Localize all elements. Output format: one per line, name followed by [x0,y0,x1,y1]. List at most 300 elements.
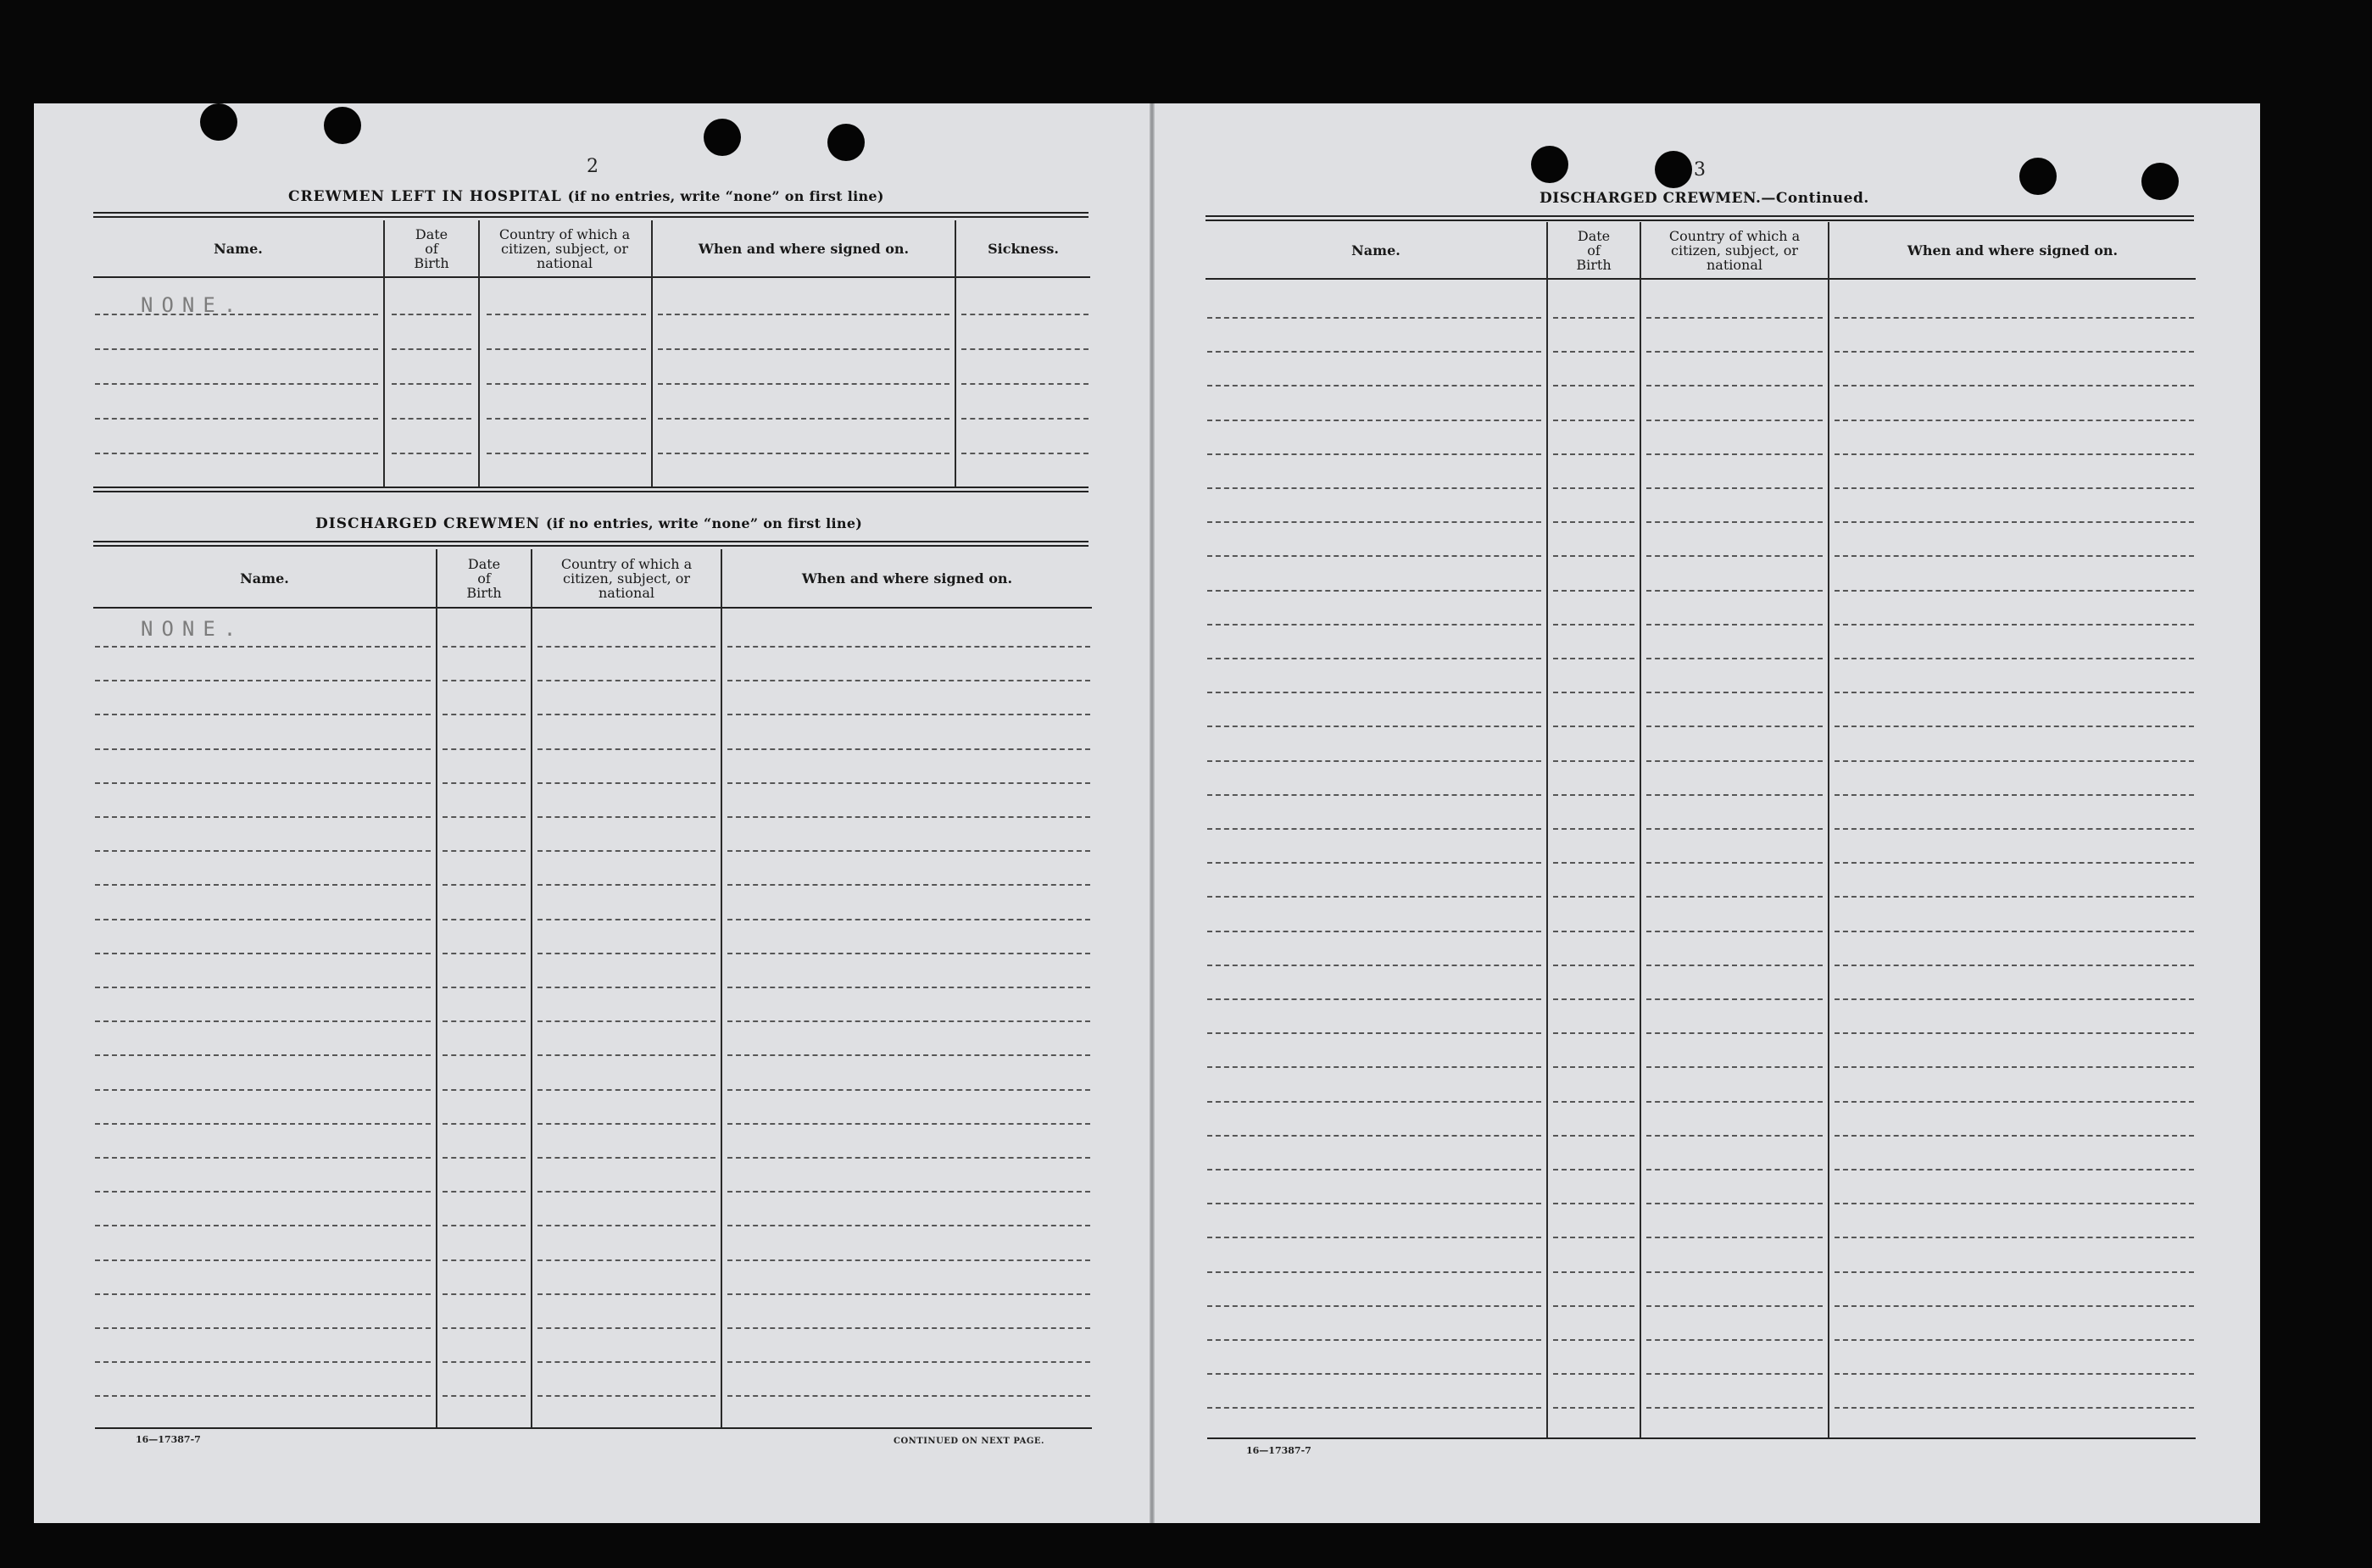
ruled-line [1835,998,2194,1000]
ruled-line [443,1293,526,1295]
ruled-line [1646,1169,1823,1170]
country-line-2: citizen, subject, or [500,240,629,257]
ruled-line [1207,1305,1541,1307]
ruled-line [443,1020,526,1022]
ruled-line [1646,487,1823,489]
ruled-line [392,453,471,454]
ruled-line [1835,760,2194,762]
ruled-line [1553,1101,1634,1103]
column-divider [1546,222,1548,1437]
ruled-line [1835,385,2194,386]
ruled-line [1207,862,1541,864]
col-header-signed-on: When and where signed on. [801,570,1013,587]
ruled-line [1646,453,1823,455]
ruled-line [1646,1032,1823,1034]
ruled-line [1835,828,2194,830]
hospital-section-title [288,188,884,205]
country-line-3: national [1707,256,1762,273]
country-line-1: Country of which a [1668,227,1801,244]
ruled-line [961,453,1089,454]
hospital-title-note: (if no entries, write “none” on first line) [567,188,884,204]
ruled-line [1553,453,1634,455]
ruled-line [658,383,949,385]
ruled-line [443,1191,526,1193]
ruled-line [1553,1373,1634,1375]
continued-note: CONTINUED ON NEXT PAGE. [894,1437,1045,1446]
ruled-line [961,348,1089,350]
country-line-1: Country of which a [498,225,631,242]
ruled-line [1207,1135,1541,1137]
form-number: 16—17387-7 [136,1434,201,1445]
ruled-line [727,1020,1090,1022]
ruled-line [1207,1066,1541,1068]
continued-section-title: DISCHARGED CREWMEN.—Continued. [1540,190,1869,207]
ruled-line [727,646,1090,648]
col-header-date-of-birth [1548,224,1640,276]
ruled-line [392,348,471,350]
ruled-line [1646,555,1823,557]
ruled-line [95,383,378,385]
ruled-line [1553,794,1634,796]
discharged-header-rule [93,607,1092,609]
ruled-line [1835,1203,2194,1204]
ruled-line [1646,1066,1823,1068]
ruled-line [392,383,471,385]
col-header-name: Name. [1351,242,1400,259]
ruled-line [1553,931,1634,932]
ruled-line [1835,896,2194,898]
ruled-line [1646,624,1823,626]
ruled-line [1646,1271,1823,1273]
country-line-2: citizen, subject, or [562,570,691,587]
ruled-line [1553,965,1634,966]
dob-line-2: of [1587,242,1601,259]
ruled-line [95,1327,431,1329]
hospital-header-rule [93,276,1090,278]
ruled-line [537,1327,715,1329]
ruled-line [1207,555,1541,557]
punch-hole [2141,163,2179,200]
ruled-line [727,919,1090,920]
discharged-title-text: DISCHARGED CREWMEN [315,515,541,532]
ruled-line [95,1225,431,1226]
ruled-line [443,1157,526,1159]
punch-hole [2019,158,2057,195]
ruled-line [1646,521,1823,523]
ruled-line [1553,590,1634,592]
ruled-line [727,1191,1090,1193]
ruled-line [1835,658,2194,659]
ruled-line [1553,1169,1634,1170]
ruled-line [537,680,715,681]
ruled-line [658,418,949,420]
ruled-line [95,1089,431,1091]
ruled-line [1835,1169,2194,1170]
col-header-date-of-birth [385,222,478,275]
ruled-line [443,782,526,784]
ruled-line [443,1089,526,1091]
ruled-line [1553,1237,1634,1238]
column-divider [1640,222,1641,1437]
ruled-line [1553,624,1634,626]
ruled-line [1207,420,1541,421]
ruled-line [537,1089,715,1091]
ruled-line [1835,1237,2194,1238]
ruled-line [1553,760,1634,762]
ruled-line [1646,317,1823,319]
ruled-line [1646,1373,1823,1375]
ruled-line [1207,896,1541,898]
ruled-line [443,884,526,886]
ruled-line [1207,317,1541,319]
ruled-line [1835,862,2194,864]
ruled-line [95,1020,431,1022]
ruled-line [1207,965,1541,966]
ruled-line [1835,1101,2194,1103]
ruled-line [95,680,431,681]
ruled-line [95,348,378,350]
col-header-signed-on: When and where signed on. [698,240,910,257]
ruled-line [1207,1237,1541,1238]
punch-hole [200,103,237,141]
ruled-line [1207,624,1541,626]
ruled-line [443,850,526,852]
ruled-line [1835,351,2194,353]
ruled-line [1207,726,1541,727]
ruled-line [487,383,646,385]
ruled-line [1835,1032,2194,1034]
ruled-line [443,953,526,954]
ruled-line [1553,1032,1634,1034]
hospital-bottom-rule [93,487,1089,492]
ruled-line [537,919,715,920]
ruled-line [1835,1271,2194,1273]
ruled-line [1835,1339,2194,1341]
ruled-line [1207,658,1541,659]
ruled-line [95,884,431,886]
ruled-line [658,453,949,454]
dob-line-3: Birth [414,254,449,271]
ruled-line [95,816,431,818]
ruled-line [961,418,1089,420]
ruled-line [1646,896,1823,898]
ruled-line [727,680,1090,681]
ruled-line [727,1054,1090,1056]
ruled-line [1835,317,2194,319]
ruled-line [1646,1305,1823,1307]
page-number: 2 [587,156,599,177]
dob-line-2: of [477,570,491,587]
right-header-rule [1205,278,2196,280]
ruled-line [1207,453,1541,455]
ruled-line [443,919,526,920]
ruled-line [1207,828,1541,830]
ruled-line [95,1259,431,1261]
col-header-date-of-birth [437,551,531,605]
ruled-line [1553,658,1634,659]
ruled-line [487,314,646,315]
ruled-line [487,418,646,420]
col-header-signed-on: When and where signed on. [1907,242,2119,259]
ruled-line [658,314,949,315]
ruled-line [727,1327,1090,1329]
column-divider [1828,222,1829,1437]
punch-hole [1655,151,1692,188]
discharged-top-rule [93,541,1089,547]
ruled-line [537,816,715,818]
page-fold [1150,103,1155,1523]
ruled-line [95,714,431,715]
ruled-line [537,850,715,852]
ruled-line [1207,692,1541,693]
ruled-line [1835,726,2194,727]
discharged-entry-text: NONE. [141,617,245,641]
column-divider [721,549,722,1427]
ruled-line [95,919,431,920]
ruled-line [1646,965,1823,966]
ruled-line [443,748,526,750]
ruled-line [443,987,526,988]
ruled-line [1553,1271,1634,1273]
dob-line-3: Birth [466,584,502,601]
ruled-line [1646,828,1823,830]
hospital-top-rule [93,212,1089,218]
ruled-line [1553,896,1634,898]
ruled-line [95,418,378,420]
ruled-line [1553,862,1634,864]
ruled-line [1553,1407,1634,1409]
ruled-line [1646,760,1823,762]
ruled-line [1835,965,2194,966]
ruled-line [95,850,431,852]
ruled-line [95,453,378,454]
country-line-1: Country of which a [560,555,693,572]
ruled-line [1553,998,1634,1000]
ruled-line [1207,760,1541,762]
ruled-line [443,1361,526,1363]
ruled-line [1835,931,2194,932]
ruled-line [95,1054,431,1056]
hospital-title-text: CREWMEN LEFT IN HOSPITAL [288,188,562,205]
ruled-line [727,816,1090,818]
ruled-line [1835,1305,2194,1307]
ruled-line [1835,590,2194,592]
ruled-line [537,1020,715,1022]
ruled-line [1207,1373,1541,1375]
col-header-name: Name. [214,240,263,257]
ruled-line [1646,351,1823,353]
ruled-line [537,953,715,954]
ruled-line [1207,1339,1541,1341]
ruled-line [727,987,1090,988]
ruled-line [95,987,431,988]
ruled-line [727,884,1090,886]
ruled-line [537,1054,715,1056]
ruled-line [1553,1066,1634,1068]
ruled-line [727,1293,1090,1295]
dob-line-2: of [425,240,438,257]
ruled-line [727,1259,1090,1261]
ruled-line [443,1225,526,1226]
country-line-3: national [599,584,654,601]
ruled-line [537,884,715,886]
page-number: 3 [1694,159,1706,181]
ruled-line [1646,1237,1823,1238]
ruled-line [537,782,715,784]
ruled-line [95,1395,431,1397]
dob-line-1: Date [415,225,448,242]
ruled-line [443,1327,526,1329]
ruled-line [1207,1407,1541,1409]
ruled-line [392,314,471,315]
col-header-country [1641,224,1828,276]
ruled-line [1835,555,2194,557]
punch-hole [1531,146,1568,183]
ruled-line [1207,1101,1541,1103]
ruled-line [1553,692,1634,693]
ruled-line [95,1293,431,1295]
ruled-line [1207,794,1541,796]
discharged-section-title [315,515,862,532]
ruled-line [95,953,431,954]
form-number: 16—17387-7 [1246,1445,1311,1456]
ruled-line [1646,794,1823,796]
ruled-line [1207,1271,1541,1273]
ruled-line [443,1395,526,1397]
ruled-line [443,1123,526,1125]
country-line-2: citizen, subject, or [1670,242,1799,259]
ruled-line [1835,420,2194,421]
ruled-line [1553,1305,1634,1307]
ruled-line [1646,1339,1823,1341]
punch-hole [704,119,741,156]
ruled-line [95,646,431,648]
ruled-line [1835,692,2194,693]
ruled-line [1553,1339,1634,1341]
ruled-line [727,1225,1090,1226]
ruled-line [1553,555,1634,557]
ruled-line [1835,794,2194,796]
right-bottom-rule [1207,1437,2196,1439]
ruled-line [1835,624,2194,626]
ruled-line [487,348,646,350]
ruled-line [1553,317,1634,319]
ruled-line [1553,420,1634,421]
ruled-line [1207,590,1541,592]
ruled-line [1835,1407,2194,1409]
ruled-line [537,1293,715,1295]
ruled-line [1646,385,1823,386]
ruled-line [727,714,1090,715]
ruled-line [443,714,526,715]
ruled-line [727,1395,1090,1397]
ruled-line [727,1123,1090,1125]
ruled-line [1646,1407,1823,1409]
ruled-line [1207,931,1541,932]
ruled-line [1835,453,2194,455]
ruled-line [443,816,526,818]
ruled-line [1553,351,1634,353]
dob-line-1: Date [1577,227,1611,244]
ruled-line [1646,420,1823,421]
ruled-line [1835,1135,2194,1137]
ruled-line [1553,487,1634,489]
ruled-line [443,1259,526,1261]
ruled-line [961,314,1089,315]
ruled-line [1646,998,1823,1000]
hospital-entry-text: NONE. [141,293,245,317]
ruled-line [1835,521,2194,523]
punch-hole [827,124,865,161]
discharged-title-note: (if no entries, write “none” on first line) [545,515,863,531]
ruled-line [1553,385,1634,386]
ruled-line [537,748,715,750]
ruled-line [95,782,431,784]
ruled-line [1646,1135,1823,1137]
ruled-line [537,714,715,715]
ruled-line [727,782,1090,784]
ruled-line [443,1054,526,1056]
ruled-line [1553,726,1634,727]
col-header-sickness: Sickness. [988,240,1059,257]
ruled-line [1553,1203,1634,1204]
ruled-line [1646,692,1823,693]
ruled-line [1207,1032,1541,1034]
ruled-line [727,1157,1090,1159]
ruled-line [537,1157,715,1159]
ruled-line [1207,385,1541,386]
ruled-line [1835,487,2194,489]
col-header-name: Name. [240,570,289,587]
ruled-line [1835,1066,2194,1068]
ruled-line [487,453,646,454]
ruled-line [1207,998,1541,1000]
ruled-line [537,1361,715,1363]
ruled-line [1646,1203,1823,1204]
ruled-line [727,1089,1090,1091]
column-divider [531,549,532,1427]
column-divider [436,549,437,1427]
col-header-country [532,551,721,605]
ruled-line [1553,521,1634,523]
ruled-line [727,1361,1090,1363]
ruled-line [1646,590,1823,592]
ruled-line [537,987,715,988]
ruled-line [1646,931,1823,932]
ruled-line [95,314,378,315]
ruled-line [537,1225,715,1226]
ruled-line [537,1259,715,1261]
ruled-line [537,1395,715,1397]
ruled-line [727,748,1090,750]
ruled-line [727,850,1090,852]
ruled-line [443,680,526,681]
ruled-line [1646,862,1823,864]
ruled-line [727,953,1090,954]
ruled-line [1207,521,1541,523]
dob-line-1: Date [467,555,501,572]
ruled-line [1207,1169,1541,1170]
ruled-line [1207,351,1541,353]
ruled-line [537,1123,715,1125]
ruled-line [1553,1135,1634,1137]
dob-line-3: Birth [1576,256,1612,273]
country-line-3: national [537,254,593,271]
ruled-line [1835,1373,2194,1375]
col-header-country [480,222,649,275]
ruled-line [95,1123,431,1125]
ruled-line [95,1157,431,1159]
